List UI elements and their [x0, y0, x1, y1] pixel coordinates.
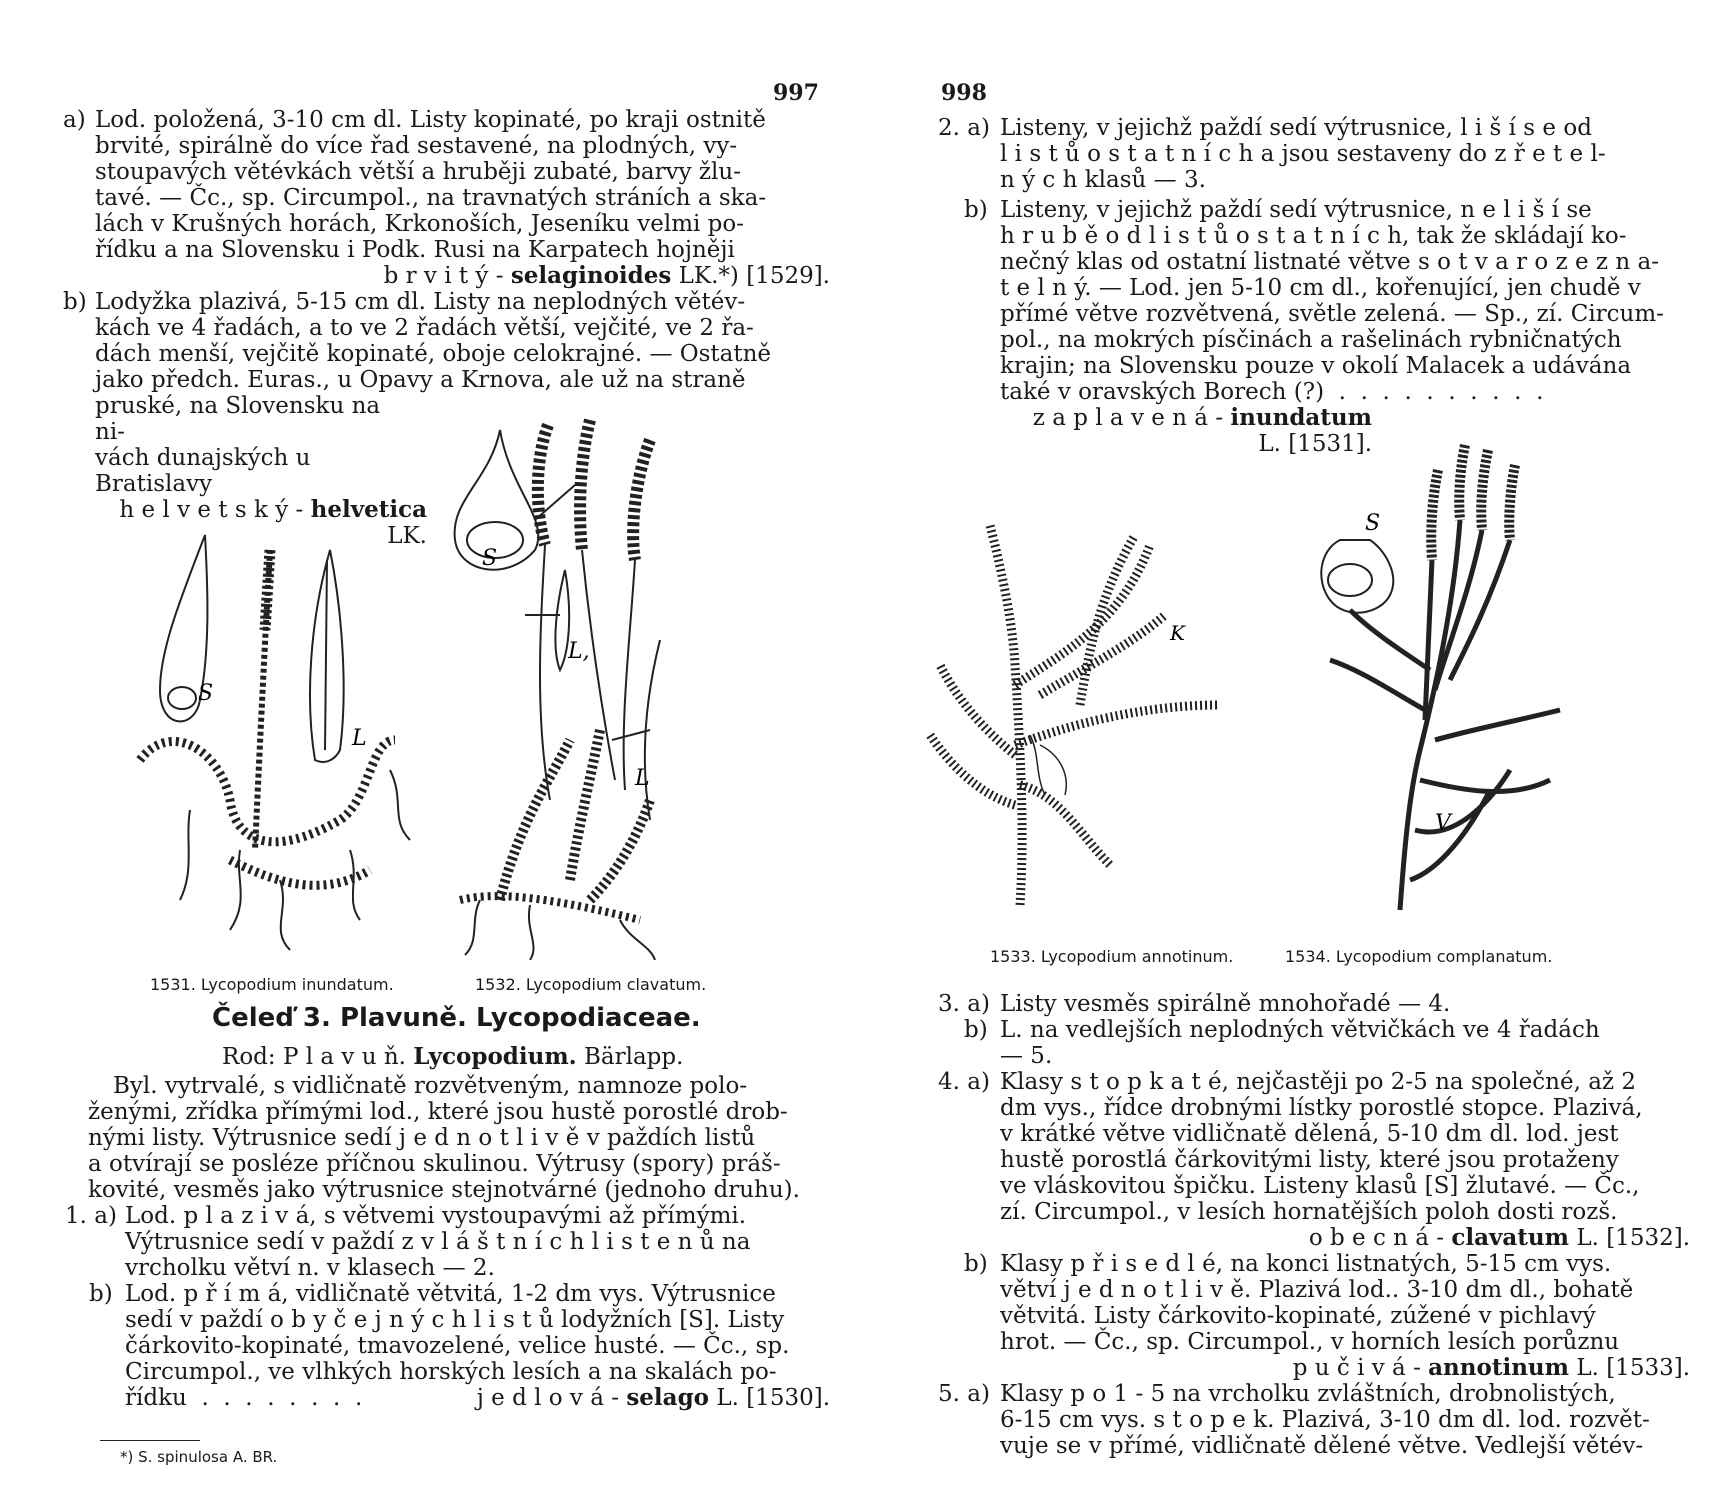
stem-drawing — [255, 550, 270, 850]
figure-caption-1532: 1532. Lycopodium clavatum. — [475, 975, 707, 994]
figure-label-s: S — [198, 681, 214, 706]
text-line: t e l n ý. — Lod. jen 5-10 cm dl., kořenující, jen chudě v — [1000, 275, 1641, 301]
authority: L. [1530]. — [716, 1385, 830, 1411]
key-label: 2. a) — [938, 115, 990, 141]
cone-drawing — [1459, 445, 1465, 520]
key-label: b) — [964, 197, 988, 223]
text-line: L. na vedlejších neplodných větvičkách ve 4 řadách — [1000, 1017, 1600, 1043]
key-label: 5. a) — [938, 1381, 990, 1407]
genus-german-name: Bärlapp. — [583, 1044, 684, 1070]
text-line: kách ve 4 řadách, a to ve 2 řadách větší, vejčité, ve 2 řa- — [95, 315, 754, 341]
page-number-997: 997 — [773, 80, 819, 106]
text-line: Lod. položená, 3-10 cm dl. Listy kopinaté, po kraji ostnitě — [95, 107, 766, 133]
figure-1534-lycopodium-complanatum — [1310, 410, 1580, 925]
text-line: hrot. — Čc., sp. Circumpol., v horních lesích porůznu — [1000, 1329, 1620, 1355]
text-line: Byl. vytrvalé, s vidličnatě rozvětveným, namnoze polo- — [113, 1073, 748, 1099]
text-line: Listy vesměs spirálně mnohořadé — 4. — [1000, 991, 1451, 1017]
authority: L. [1531]. — [1258, 431, 1372, 457]
family-heading: Čeleď 3. Plavuně. Lycopodiaceae. — [212, 1003, 701, 1033]
text-line: Klasy p o 1 - 5 na vrcholku zvláštních, drobnolistých, — [1000, 1381, 1616, 1407]
species-name-line — [95, 263, 830, 289]
figure-caption-1533: 1533. Lycopodium annotinum. — [990, 947, 1234, 966]
text-line: zí. Circumpol., v lesích hornatějších poloh dosti rozš. — [1000, 1199, 1618, 1225]
entry-label: a) — [63, 107, 86, 133]
genus-heading — [222, 1043, 683, 1070]
czech-name: j e d l o v á - — [476, 1385, 620, 1411]
text-line: také v oravských Borech (?) . . . . . . . . . . — [1000, 379, 1544, 405]
latin-name: selago — [626, 1384, 709, 1411]
text-line: Circumpol., ve vlhkých horských lesích a na skalách po- — [125, 1359, 777, 1385]
peduncle-drawing — [540, 545, 550, 800]
species-name — [477, 1385, 830, 1411]
text-line: hustě porostlá čárkovitými listy, které jsou protaženy — [1000, 1147, 1619, 1173]
figure-label-k: K — [1170, 621, 1185, 645]
key-5a — [938, 1381, 1690, 1459]
species-name-line — [1000, 1355, 1690, 1381]
text-line: Klasy s t o p k a t é, nejčastěji po 2-5 na společné, až 2 — [1000, 1069, 1636, 1095]
text-line: vrcholku větví n. v klasech — 2. — [125, 1255, 495, 1281]
text-line: 6-15 cm vys. s t o p e k. Plazivá, 3-10 dm dl. lod. rozvět- — [1000, 1407, 1650, 1433]
figure-label-l: L — [352, 726, 367, 751]
key-label: 4. a) — [938, 1069, 990, 1095]
figure-label-l1: L, — [568, 639, 590, 664]
sporangium-drawing — [168, 687, 196, 709]
text-line: Listeny, v jejichž paždí sedí výtrusnice, l i š í s e od — [1000, 115, 1592, 141]
key-label: 1. a) — [65, 1203, 117, 1229]
figure-1531-lycopodium-inundatum — [120, 520, 440, 980]
sporophyll-drawing — [1321, 540, 1393, 613]
page-number-998: 998 — [941, 80, 987, 106]
latin-name: annotinum — [1428, 1354, 1569, 1381]
text-line: brvité, spirálně do více řad sestavené, na plodných, vy- — [95, 133, 738, 159]
footnote: *) S. spinulosa A. BR. — [120, 1448, 278, 1466]
text-line: h r u b ě o d l i s t ů o s t a t n í c h, tak že skládají ko- — [1000, 223, 1627, 249]
latin-name: helvetica — [310, 496, 427, 523]
text-line: sedí v paždí o b y č e j n ý c h l i s t ů lodyžních [S]. Listy — [125, 1307, 785, 1333]
text-line: krajin; na Slovensku pouze v okolí Malacek a udávána — [1000, 353, 1632, 379]
species-name-line — [1000, 1225, 1690, 1251]
text-line: jako předch. Euras., u Opavy a Krnova, ale už na straně — [95, 367, 746, 393]
key-label: 3. a) — [938, 991, 990, 1017]
text-line: dm vys., řídce drobnými lístky porostlé stopce. Plazivá, — [1000, 1095, 1643, 1121]
czech-name: z a p l a v e n á - — [1032, 405, 1224, 431]
sporangium-drawing — [1328, 564, 1372, 596]
authority: LK.*) [1529]. — [678, 263, 830, 289]
leafy-branch-drawing — [500, 740, 570, 900]
main-branch-drawing — [990, 525, 1022, 905]
text-line: přímé větve rozvětvená, světle zelená. — Sp., zí. Circum- — [1000, 301, 1664, 327]
figure-label-l2: L — [635, 766, 650, 791]
text-line: ženými, zřídka přímými lod., které jsou hustě porostlé drob- — [88, 1099, 788, 1125]
czech-name: b r v i t ý - — [383, 263, 504, 289]
text-line: větvitá. Listy čárkovito-kopinaté, zúžené v pichlavý — [1000, 1303, 1596, 1329]
text-line: nečný klas od ostatní listnaté větve s o t v a r o z e z n a- — [1000, 249, 1659, 275]
authority: L. [1532]. — [1576, 1225, 1690, 1251]
key-1b-selago — [89, 1281, 830, 1411]
text-line: Lod. p l a z i v á, s větvemi vystoupavými až přímými. — [125, 1203, 747, 1229]
text-line: ve vláskovitou špičku. Listeny klasů [S] žlutavé. — Čc., — [1000, 1173, 1640, 1199]
latin-name: clavatum — [1451, 1224, 1569, 1251]
key-label: b) — [964, 1017, 988, 1043]
text-line: Klasy p ř i s e d l é, na konci listnatých, 5-15 cm vys. — [1000, 1251, 1612, 1277]
key-2a — [938, 115, 1690, 193]
figure-1532-lycopodium-clavatum — [440, 400, 740, 960]
text-line: tavé. — Čc., sp. Circumpol., na travnatých stráních a ska- — [95, 185, 767, 211]
authority: L. [1533]. — [1576, 1355, 1690, 1381]
entry-a-selaginoides — [63, 107, 830, 289]
text-line: — 5. — [1000, 1043, 1053, 1069]
figure-1533-lycopodium-annotinum — [920, 505, 1240, 925]
figure-caption-1534: 1534. Lycopodium complanatum. — [1285, 947, 1553, 966]
text-line: pol., na mokrých písčinách a rašelinách rybničnatých — [1000, 327, 1622, 353]
text-line: větví j e d n o t l i v ě. Plazivá lod.. 3-10 dm dl., bohatě — [1000, 1277, 1634, 1303]
text-line: nými listy. Výtrusnice sedí j e d n o t l i v ě v paždích listů — [88, 1125, 756, 1151]
key-4a-clavatum — [938, 1069, 1690, 1251]
text-line: čárkovito-kopinaté, tmavozelené, velice husté. — Čc., sp. — [125, 1333, 790, 1359]
key-3a — [938, 991, 1690, 1017]
text-line: vuje se v přímé, vidličnatě dělené větve. Vedlejší větév- — [1000, 1433, 1644, 1459]
right-page — [920, 0, 1720, 1501]
text-line: kovité, vesměs jako výtrusnice stejnotvárné (jednoho druhu). — [88, 1177, 800, 1203]
text-line: pruské, na Slovensku na ni- — [95, 393, 381, 445]
figure-label-v: V — [1435, 811, 1451, 836]
footnote-rule — [100, 1440, 200, 1441]
genus-prefix: Rod: P l a v u ň. — [222, 1044, 406, 1070]
text-line: l i s t ů o s t a t n í c h a jsou sestaveny do z ř e t e l- — [1000, 141, 1606, 167]
genus-latin-name: Lycopodium. — [413, 1043, 577, 1070]
authority: LK. — [387, 523, 427, 549]
latin-name: inundatum — [1230, 404, 1372, 431]
text-line: Lod. p ř í m á, vidličnatě větvitá, 1-2 dm vys. Výtrusnice — [125, 1281, 776, 1307]
text-line: vách dunajských u Bratislavy — [95, 445, 311, 497]
figure-label-s: S — [482, 546, 498, 571]
text-line: dách menší, vejčitě kopinaté, oboje celokrajné. — Ostatně — [95, 341, 772, 367]
text-line: v krátké větve vidličnatě dělená, 5-10 dm dl. lod. jest — [1000, 1121, 1619, 1147]
creeping-stem-drawing — [140, 740, 395, 842]
text-line: n ý c h klasů — 3. — [1000, 167, 1206, 193]
figure-label-s: S — [1365, 511, 1381, 536]
czech-name: o b e c n á - — [1308, 1225, 1445, 1251]
species-name-line — [125, 1385, 830, 1411]
text-line: řídku a na Slovensku i Podk. Rusi na Karpatech hojněji — [95, 237, 735, 263]
text-line: Lodyžka plazivá, 5-15 cm dl. Listy na neplodných větév- — [95, 289, 746, 315]
text-line: Výtrusnice sedí v paždí z v l á š t n í c h l i s t e n ů na — [125, 1229, 751, 1255]
key-1a — [65, 1203, 830, 1281]
text-line: řídku . . . . . . . . — [125, 1385, 363, 1411]
text-line: Listeny, v jejichž paždí sedí výtrusnice, n e l i š í se — [1000, 197, 1592, 223]
text-line: stoupavých větévkách větší a hruběji zubaté, barvy žlu- — [95, 159, 741, 185]
czech-name: h e l v e t s k ý - — [119, 497, 304, 523]
genus-description — [88, 1073, 830, 1203]
left-page — [0, 0, 860, 1501]
key-label: b) — [89, 1281, 113, 1307]
czech-name: p u č i v á - — [1292, 1355, 1421, 1381]
cone-drawing — [538, 425, 548, 545]
entry-label: b) — [63, 289, 87, 315]
figure-caption-1531: 1531. Lycopodium inundatum. — [150, 975, 394, 994]
key-4b-annotinum — [964, 1251, 1690, 1381]
key-3b — [964, 1017, 1690, 1069]
text-line: lách v Krušných horách, Krkonoších, Jeseníku velmi po- — [95, 211, 745, 237]
key-label: b) — [964, 1251, 988, 1277]
text-line: a otvírají se posléze příčnou skulinou. Výtrusy (spory) práš- — [88, 1151, 781, 1177]
latin-name: selaginoides — [510, 262, 672, 289]
